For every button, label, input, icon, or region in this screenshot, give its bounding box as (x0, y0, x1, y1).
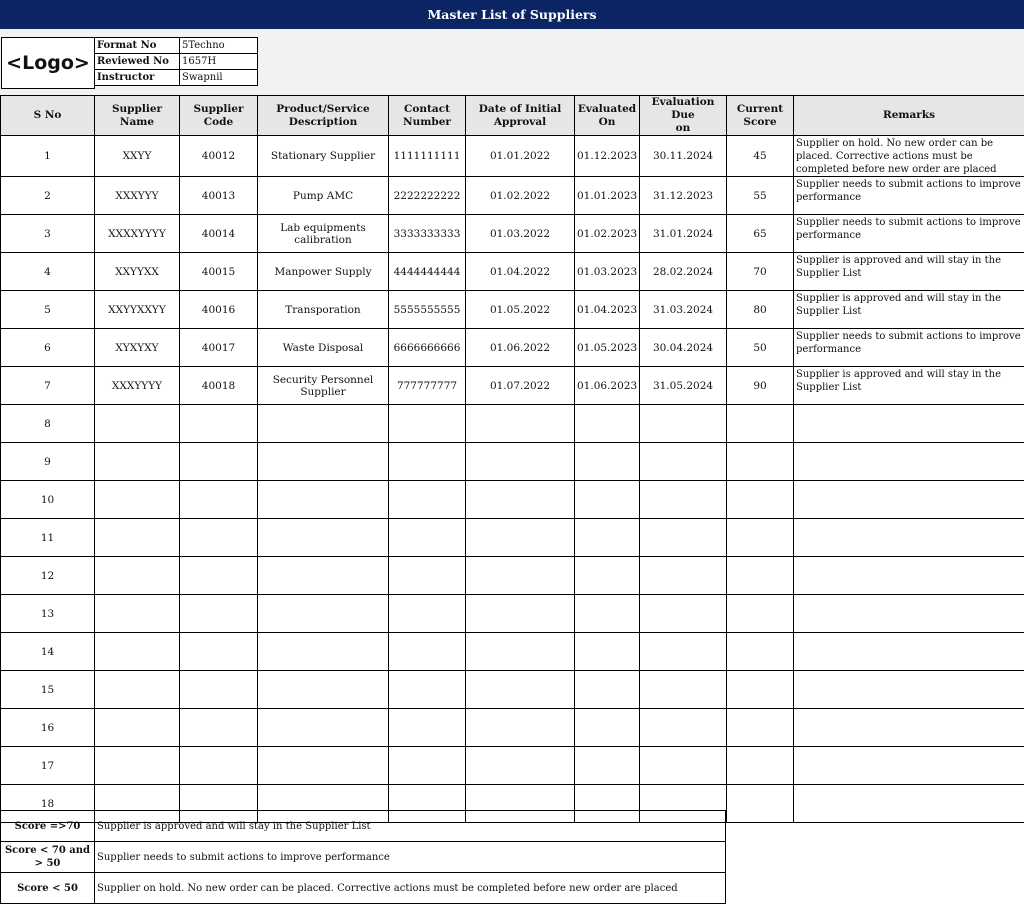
cell-supplier-name[interactable] (95, 481, 180, 519)
cell-evaluation-due[interactable]: 30.04.2024 (640, 329, 727, 367)
cell-supplier-code[interactable]: 40018 (180, 367, 258, 405)
document-info-table (94, 37, 258, 86)
cell-contact[interactable] (389, 747, 466, 785)
cell-supplier-code[interactable] (180, 709, 258, 747)
header-evaluation-due[interactable]: Evaluation Due on (640, 96, 727, 136)
cell-initial-approval[interactable] (466, 671, 575, 709)
cell-description[interactable]: Transporation (258, 291, 389, 329)
cell-current-score[interactable] (727, 785, 794, 823)
cell-initial-approval[interactable]: 01.06.2022 (466, 329, 575, 367)
cell-evaluation-due[interactable]: 31.12.2023 (640, 177, 727, 215)
table-row (1, 215, 1024, 253)
cell-remarks[interactable] (794, 595, 1024, 633)
cell-current-score[interactable]: 70 (727, 253, 794, 291)
cell-supplier-code[interactable]: 40013 (180, 177, 258, 215)
cell-contact[interactable]: 4444444444 (389, 253, 466, 291)
table-row (1, 329, 1024, 367)
cell-current-score[interactable]: 50 (727, 329, 794, 367)
cell-remarks[interactable] (794, 633, 1024, 671)
cell-sno[interactable]: 4 (1, 253, 95, 291)
table-row (1, 633, 1024, 671)
cell-supplier-name[interactable]: XXXYYYY (95, 367, 180, 405)
cell-supplier-code[interactable] (180, 633, 258, 671)
cell-supplier-code[interactable] (180, 595, 258, 633)
cell-supplier-name[interactable]: XXYYXXYY (95, 291, 180, 329)
cell-contact[interactable]: 777777777 (389, 367, 466, 405)
table-row (1, 443, 1024, 481)
cell-current-score[interactable]: 80 (727, 291, 794, 329)
table-row (1, 671, 1024, 709)
cell-sno[interactable]: 18 (1, 785, 95, 823)
cell-remarks[interactable] (794, 747, 1024, 785)
info-value[interactable]: 1657H (180, 54, 258, 70)
cell-evaluation-due[interactable]: 31.01.2024 (640, 215, 727, 253)
cell-sno[interactable]: 8 (1, 405, 95, 443)
cell-contact[interactable] (389, 557, 466, 595)
cell-current-score[interactable] (727, 633, 794, 671)
cell-evaluation-due[interactable] (640, 747, 727, 785)
info-value[interactable]: 5Techno (180, 38, 258, 54)
cell-initial-approval[interactable] (466, 481, 575, 519)
cell-supplier-name[interactable] (95, 443, 180, 481)
cell-remarks[interactable] (794, 519, 1024, 557)
cell-supplier-code[interactable] (180, 443, 258, 481)
cell-contact[interactable] (389, 443, 466, 481)
cell-sno[interactable]: 9 (1, 443, 95, 481)
legend-desc[interactable]: Supplier needs to submit actions to improve performance (95, 842, 726, 873)
cell-supplier-code[interactable]: 40015 (180, 253, 258, 291)
table-row (1, 747, 1024, 785)
cell-evaluated-on[interactable]: 01.03.2023 (575, 253, 640, 291)
table-row (1, 481, 1024, 519)
cell-current-score[interactable] (727, 595, 794, 633)
table-row (1, 405, 1024, 443)
cell-contact[interactable] (389, 519, 466, 557)
legend-row (1, 873, 726, 904)
cell-current-score[interactable] (727, 405, 794, 443)
cell-description[interactable] (258, 557, 389, 595)
cell-description[interactable] (258, 747, 389, 785)
cell-supplier-code[interactable] (180, 747, 258, 785)
table-row (1, 253, 1024, 291)
cell-description[interactable]: Lab equipments calibration (258, 215, 389, 253)
legend-row (1, 811, 726, 842)
cell-sno[interactable]: 11 (1, 519, 95, 557)
cell-initial-approval[interactable] (466, 709, 575, 747)
cell-current-score[interactable] (727, 519, 794, 557)
cell-current-score[interactable] (727, 709, 794, 747)
cell-supplier-name[interactable]: XYXYXY (95, 329, 180, 367)
cell-current-score[interactable] (727, 747, 794, 785)
cell-description[interactable] (258, 671, 389, 709)
cell-evaluated-on[interactable] (575, 405, 640, 443)
cell-initial-approval[interactable] (466, 443, 575, 481)
cell-current-score[interactable] (727, 557, 794, 595)
table-row (1, 519, 1024, 557)
cell-remarks[interactable]: Supplier is approved and will stay in the Supplier List (794, 367, 1024, 405)
cell-contact[interactable] (389, 671, 466, 709)
supplier-table (0, 95, 1024, 823)
cell-description[interactable] (258, 633, 389, 671)
cell-contact[interactable] (389, 595, 466, 633)
cell-evaluated-on[interactable] (575, 671, 640, 709)
cell-supplier-code[interactable]: 40014 (180, 215, 258, 253)
header-sno[interactable]: S No (1, 96, 95, 136)
cell-initial-approval[interactable] (466, 595, 575, 633)
cell-remarks[interactable] (794, 557, 1024, 595)
cell-description[interactable] (258, 519, 389, 557)
cell-remarks[interactable] (794, 709, 1024, 747)
cell-description[interactable]: Manpower Supply (258, 253, 389, 291)
cell-contact[interactable]: 2222222222 (389, 177, 466, 215)
cell-current-score[interactable] (727, 671, 794, 709)
sheet-title: Master List of Suppliers (0, 0, 1024, 30)
cell-supplier-name[interactable]: XXYYXX (95, 253, 180, 291)
cell-contact[interactable] (389, 633, 466, 671)
cell-sno[interactable]: 1 (1, 136, 95, 177)
cell-sno[interactable]: 5 (1, 291, 95, 329)
cell-sno[interactable]: 7 (1, 367, 95, 405)
header-remarks[interactable]: Remarks (794, 96, 1024, 136)
logo-placeholder: <Logo> (1, 37, 95, 89)
cell-current-score[interactable]: 90 (727, 367, 794, 405)
info-row-reviewed (95, 54, 258, 70)
legend-key[interactable]: Score < 70 and > 50 (1, 842, 95, 873)
info-row-instructor (95, 70, 258, 86)
cell-evaluation-due[interactable] (640, 595, 727, 633)
table-row (1, 177, 1024, 215)
cell-sno[interactable]: 17 (1, 747, 95, 785)
cell-description[interactable]: Stationary Supplier (258, 136, 389, 177)
cell-supplier-name[interactable]: XXYY (95, 136, 180, 177)
cell-initial-approval[interactable] (466, 405, 575, 443)
cell-supplier-name[interactable] (95, 557, 180, 595)
cell-evaluation-due[interactable] (640, 481, 727, 519)
cell-supplier-name[interactable] (95, 519, 180, 557)
cell-evaluated-on[interactable] (575, 557, 640, 595)
cell-evaluation-due[interactable] (640, 709, 727, 747)
cell-sno[interactable]: 12 (1, 557, 95, 595)
cell-initial-approval[interactable]: 01.07.2022 (466, 367, 575, 405)
cell-evaluation-due[interactable] (640, 519, 727, 557)
table-row (1, 291, 1024, 329)
cell-remarks[interactable]: Supplier needs to submit actions to improve performance (794, 329, 1024, 367)
header-evaluated-on[interactable]: Evaluated On (575, 96, 640, 136)
cell-current-score[interactable]: 65 (727, 215, 794, 253)
cell-current-score[interactable] (727, 443, 794, 481)
cell-remarks[interactable]: Supplier needs to submit actions to improve performance (794, 215, 1024, 253)
cell-initial-approval[interactable] (466, 519, 575, 557)
table-row (1, 557, 1024, 595)
cell-contact[interactable]: 5555555555 (389, 291, 466, 329)
cell-initial-approval[interactable] (466, 633, 575, 671)
cell-contact[interactable] (389, 405, 466, 443)
cell-initial-approval[interactable]: 01.02.2022 (466, 177, 575, 215)
cell-current-score[interactable]: 45 (727, 136, 794, 177)
cell-evaluated-on[interactable] (575, 443, 640, 481)
cell-remarks[interactable] (794, 671, 1024, 709)
cell-evaluation-due[interactable]: 28.02.2024 (640, 253, 727, 291)
cell-description[interactable]: Security Personnel Supplier (258, 367, 389, 405)
cell-supplier-code[interactable]: 40012 (180, 136, 258, 177)
cell-remarks[interactable]: Supplier is approved and will stay in the Supplier List (794, 253, 1024, 291)
cell-initial-approval[interactable]: 01.05.2022 (466, 291, 575, 329)
cell-supplier-name[interactable] (95, 595, 180, 633)
cell-contact[interactable]: 6666666666 (389, 329, 466, 367)
cell-evaluation-due[interactable]: 30.11.2024 (640, 136, 727, 177)
score-legend-table (0, 810, 726, 904)
cell-supplier-name[interactable] (95, 709, 180, 747)
cell-evaluation-due[interactable] (640, 557, 727, 595)
header-description[interactable]: Product/Service Description (258, 96, 389, 136)
header-current-score[interactable]: Current Score (727, 96, 794, 136)
table-row (1, 709, 1024, 747)
cell-evaluation-due[interactable]: 31.03.2024 (640, 291, 727, 329)
cell-initial-approval[interactable]: 01.03.2022 (466, 215, 575, 253)
cell-sno[interactable]: 6 (1, 329, 95, 367)
cell-evaluated-on[interactable] (575, 633, 640, 671)
cell-description[interactable]: Waste Disposal (258, 329, 389, 367)
header-supplier-code[interactable]: Supplier Code (180, 96, 258, 136)
cell-evaluation-due[interactable]: 31.05.2024 (640, 367, 727, 405)
info-value[interactable]: Swapnil (180, 70, 258, 86)
cell-supplier-code[interactable]: 40017 (180, 329, 258, 367)
cell-evaluated-on[interactable]: 01.12.2023 (575, 136, 640, 177)
cell-sno[interactable]: 13 (1, 595, 95, 633)
legend-key[interactable]: Score =>70 (1, 811, 95, 842)
cell-remarks[interactable]: Supplier needs to submit actions to improve performance (794, 177, 1024, 215)
legend-desc[interactable]: Supplier on hold. No new order can be placed. Corrective actions must be completed before new order are placed (95, 873, 726, 904)
cell-supplier-name[interactable]: XXXXYYYY (95, 215, 180, 253)
legend-key[interactable]: Score < 50 (1, 873, 95, 904)
cell-supplier-name[interactable] (95, 633, 180, 671)
cell-initial-approval[interactable] (466, 747, 575, 785)
legend-row (1, 842, 726, 873)
header-supplier-name[interactable]: Supplier Name (95, 96, 180, 136)
cell-description[interactable] (258, 709, 389, 747)
cell-evaluated-on[interactable] (575, 709, 640, 747)
cell-evaluation-due[interactable] (640, 443, 727, 481)
cell-supplier-name[interactable]: XXXYYY (95, 177, 180, 215)
cell-evaluation-due[interactable] (640, 671, 727, 709)
cell-remarks[interactable]: Supplier on hold. No new order can be placed. Corrective actions must be completed before new order are placed (794, 136, 1024, 177)
cell-description[interactable] (258, 595, 389, 633)
cell-evaluated-on[interactable]: 01.05.2023 (575, 329, 640, 367)
table-row (1, 595, 1024, 633)
cell-remarks[interactable] (794, 405, 1024, 443)
cell-supplier-code[interactable]: 40016 (180, 291, 258, 329)
cell-initial-approval[interactable] (466, 557, 575, 595)
cell-evaluated-on[interactable]: 01.02.2023 (575, 215, 640, 253)
cell-description[interactable] (258, 443, 389, 481)
cell-contact[interactable] (389, 709, 466, 747)
cell-description[interactable] (258, 481, 389, 519)
cell-evaluation-due[interactable] (640, 633, 727, 671)
cell-evaluated-on[interactable] (575, 519, 640, 557)
cell-remarks[interactable] (794, 443, 1024, 481)
cell-contact[interactable]: 1111111111 (389, 136, 466, 177)
cell-evaluated-on[interactable]: 01.06.2023 (575, 367, 640, 405)
cell-sno[interactable]: 2 (1, 177, 95, 215)
cell-contact[interactable] (389, 481, 466, 519)
cell-evaluation-due[interactable] (640, 405, 727, 443)
cell-current-score[interactable]: 55 (727, 177, 794, 215)
legend-desc[interactable]: Supplier is approved and will stay in the Supplier List (95, 811, 726, 842)
cell-current-score[interactable] (727, 481, 794, 519)
cell-supplier-name[interactable] (95, 747, 180, 785)
info-row-format (95, 38, 258, 54)
cell-initial-approval[interactable]: 01.01.2022 (466, 136, 575, 177)
table-row (1, 136, 1024, 177)
info-label: Format No (95, 38, 180, 54)
info-label: Instructor (95, 70, 180, 86)
cell-evaluated-on[interactable] (575, 595, 640, 633)
cell-supplier-name[interactable] (95, 671, 180, 709)
cell-description[interactable] (258, 405, 389, 443)
info-label: Reviewed No (95, 54, 180, 70)
cell-remarks[interactable] (794, 481, 1024, 519)
cell-sno[interactable]: 10 (1, 481, 95, 519)
cell-sno[interactable]: 16 (1, 709, 95, 747)
cell-supplier-code[interactable] (180, 481, 258, 519)
cell-supplier-code[interactable] (180, 519, 258, 557)
cell-evaluated-on[interactable] (575, 481, 640, 519)
cell-initial-approval[interactable]: 01.04.2022 (466, 253, 575, 291)
cell-sno[interactable]: 3 (1, 215, 95, 253)
cell-supplier-code[interactable] (180, 405, 258, 443)
cell-supplier-code[interactable] (180, 557, 258, 595)
table-row (1, 367, 1024, 405)
cell-contact[interactable]: 3333333333 (389, 215, 466, 253)
cell-description[interactable]: Pump AMC (258, 177, 389, 215)
cell-sno[interactable]: 14 (1, 633, 95, 671)
cell-evaluated-on[interactable]: 01.04.2023 (575, 291, 640, 329)
cell-remarks[interactable]: Supplier is approved and will stay in the Supplier List (794, 291, 1024, 329)
cell-remarks[interactable] (794, 785, 1024, 823)
cell-evaluated-on[interactable] (575, 747, 640, 785)
cell-sno[interactable]: 15 (1, 671, 95, 709)
cell-supplier-code[interactable] (180, 671, 258, 709)
cell-evaluated-on[interactable]: 01.01.2023 (575, 177, 640, 215)
table-header-row (1, 96, 1024, 136)
header-contact[interactable]: Contact Number (389, 96, 466, 136)
cell-supplier-name[interactable] (95, 405, 180, 443)
header-initial-approval[interactable]: Date of Initial Approval (466, 96, 575, 136)
